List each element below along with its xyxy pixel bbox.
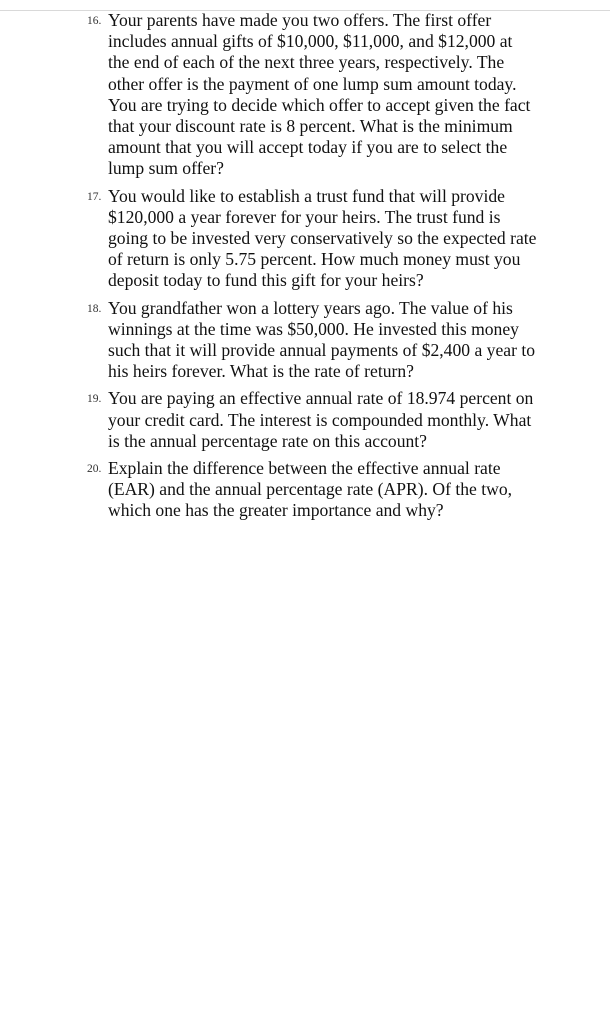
- question-item: [0, 388, 610, 452]
- question-text: Explain the difference between the effective annual rate (EAR) and the annual percentage rate (APR). Of the two, which one has the greater importance and why?: [108, 458, 513, 521]
- question-item: [0, 458, 610, 522]
- question-item: [0, 186, 610, 292]
- question-item: [0, 298, 610, 383]
- question-number: 19.: [87, 393, 102, 406]
- question-item: [0, 10, 610, 180]
- question-text: You are paying an effective annual rate of 18.974 percent on your credit card. The interest is compounded monthly. What is the annual percentage rate on this account?: [108, 388, 534, 451]
- question-text: You would like to establish a trust fund that will provide $120,000 a year forever for your heirs. The trust fund is going to be invested very conservatively so the expected rate of return is only 5.75 percent. How much money must you deposit today to fund this gift for your heirs?: [108, 185, 537, 291]
- question-text: You grandfather won a lottery years ago. The value of his winnings at the time was $50,000. He invested this money such that it will provide annual payments of $2,400 a year to his heirs forever. What is the rate of return?: [108, 297, 536, 382]
- question-number: 17.: [87, 190, 102, 203]
- question-number: 18.: [87, 302, 102, 315]
- question-list: [0, 10, 610, 528]
- question-number: 20.: [87, 463, 102, 476]
- question-number: 16.: [87, 15, 102, 27]
- question-text: Your parents have made you two offers. The first offer includes annual gifts of $10,000, $11,000, and $12,000 at the end of each of the next three years, respectively. The other offer is the payment of one lump sum amount today. You are trying to decide which offer to accept given the fact that your discount rate is 8 percent. What is the minimum amount that you will accept today if you are to select the lump sum offer?: [108, 10, 531, 179]
